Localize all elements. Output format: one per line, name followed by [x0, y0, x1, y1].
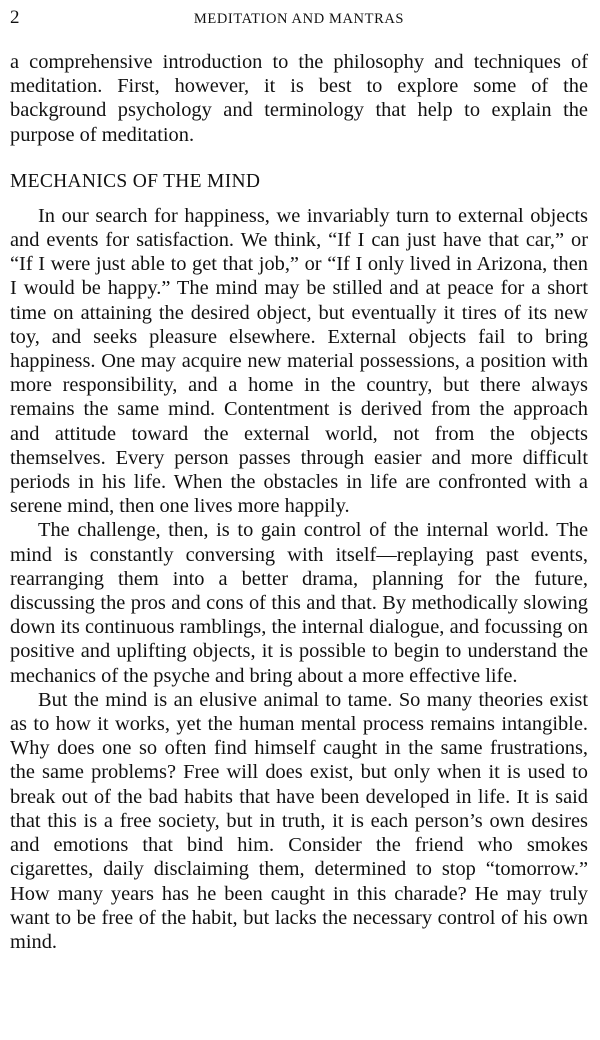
- running-title: MEDITATION AND MANTRAS: [193, 11, 405, 27]
- intro-paragraph: a comprehensive introduction to the philosophy and techniques of meditation. First, however, it is best to explore some of the background psychology and terminology that help to explain the purpose of meditation.: [10, 51, 588, 146]
- section-heading: MECHANICS OF THE MIND: [10, 170, 261, 192]
- body-paragraph: But the mind is an elusive animal to tame. So many theories exist as to how it works, yet the human mental process remains intangible. Why does one so often find himself caught in the same frustrations, the same problems? Free will does exist, but only when it is used to break out of the bad habits that have been developed in life. It is said that this is a free society, but in truth, it is each person’s own desires and emotions that bind him. Consider the friend who smokes cigarettes, daily disclaiming them, determined to stop “tomorrow.” How many years has he been caught in this charade? He may truly want to be free of the habit, but lacks the necessary control of his own mind.: [10, 688, 588, 953]
- body-paragraph: In our search for happiness, we invariably turn to external objects and events for satisfaction. We think, “If I can just have that car,” or “If I were just able to get that job,” or “If I only lived in Arizona, then I would be happy.” The mind may be stilled and at peace for a short time on attaining the desired object, but eventually it tires of its new toy, and seeks pleasure elsewhere. External objects fail to bring happiness. One may acquire new material possessions, a position with more responsibility, and a home in the country, but there always remains the same mind. Contentment is derived from the approach and attitude toward the external world, not from the objects themselves. Every person passes through easier and more difficult periods in his life. When the obstacles in life are confronted with a serene mind, then one lives more happily.: [10, 204, 588, 518]
- body-paragraph: The challenge, then, is to gain control of the internal world. The mind is constantly conversing with itself—replaying past events, rearranging them into a better drama, planning for the future, discussing the pros and cons of this and that. By methodically slowing down its continuous ramblings, the internal dialogue, and focussing on positive and uplifting objects, it is possible to begin to understand the mechanics of the psyche and bring about a more effective life.: [10, 519, 588, 687]
- running-head: [10, 6, 588, 32]
- page-number: 2: [10, 7, 20, 28]
